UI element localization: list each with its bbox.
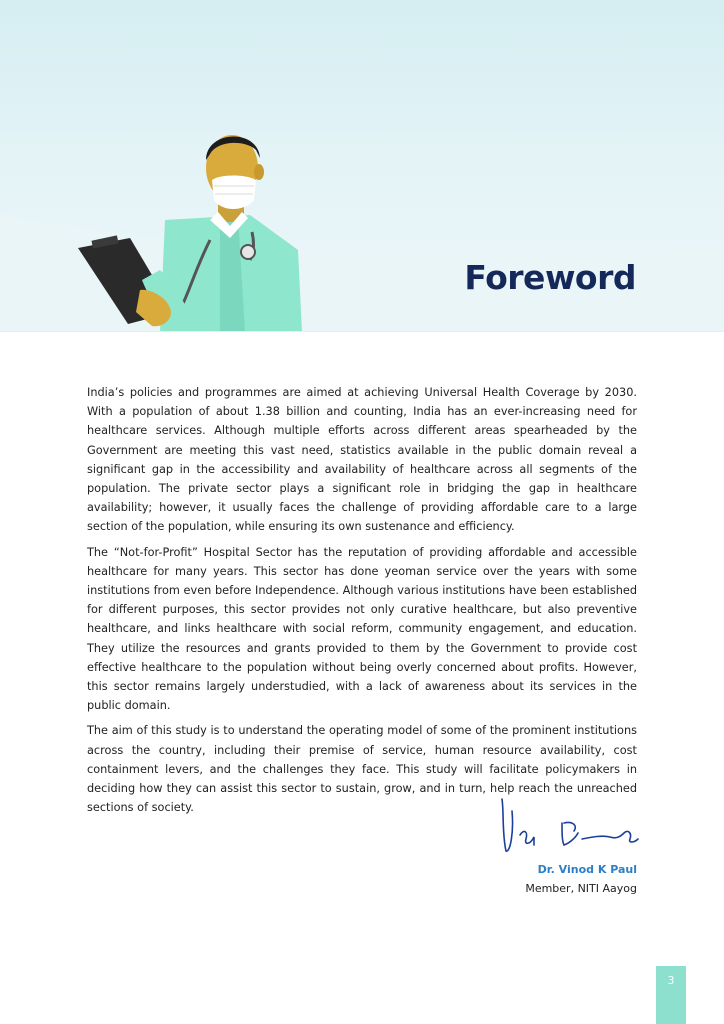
paragraph-3: The aim of this study is to understand the operating model of some of the prominent institutions across the country, including their premise of service, human resource availability, cost containment levers, and the challenges they face. This study will facilitate policymakers in deciding how they can assist this sector to sustain, grow, and in turn, help reach the unreached sections of society. xyxy=(87,724,637,815)
handwritten-signature xyxy=(492,793,642,857)
page-number: 3 xyxy=(667,974,675,987)
header-banner xyxy=(0,0,724,332)
page-title: Foreword xyxy=(464,258,636,297)
paragraph-2: The “Not-for-Profit” Hospital Sector has the reputation of providing affordable and accessible healthcare for many years. This sector has done yeoman service over the years with some institutions from even before Independence. Although various institutions have been established for different purposes, this sector provides not only curative healthcare, but also preventive healthcare, and links healthcare with social reform, community engagement, and education. They utilize the resources and grants provided to them by the Government to provide cost effective healthcare to the population without being overly concerned about profits. However, this sector remains largely understudied, with a lack of awareness about its services in the public domain. xyxy=(87,545,637,713)
signatory-name: Dr. Vinod K Paul xyxy=(537,863,637,876)
page-number-tab xyxy=(656,966,686,1024)
doctor-with-clipboard-illustration xyxy=(70,120,320,332)
paragraph-1: India’s policies and programmes are aimed at achieving Universal Health Coverage by 2030. With a population of about 1.38 billion and counting, India has an ever-increasing need for healthcare services. Although multiple efforts across different areas spearheaded by the Government are meeting this vast need, statistics available in the public domain reveal a significant gap in the accessibility and availability of healthcare across all segments of the population. The private sector plays a significant role in bridging the gap in healthcare availability; however, it usually faces the challenge of providing affordable care to a large section of the population, while ensuring its own sustenance and efficiency. xyxy=(87,386,637,534)
foreword-body xyxy=(87,383,637,823)
signatory-role: Member, NITI Aayog xyxy=(525,882,637,895)
